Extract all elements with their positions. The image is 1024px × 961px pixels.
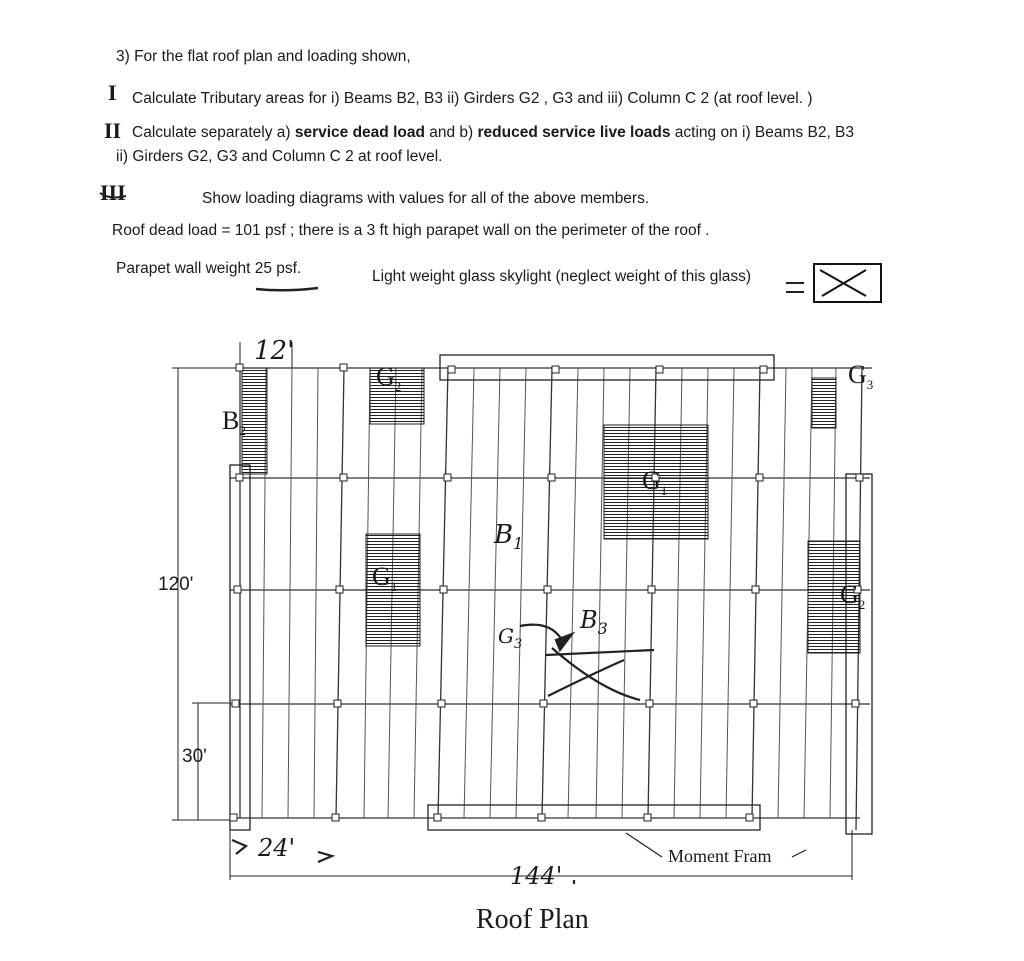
label-g2-top: $G_2$: [376, 362, 402, 395]
dim-30ft: 30': [182, 746, 207, 767]
part2-roman-label: II: [104, 118, 122, 143]
part2-reduced-live-loads: reduced service live loads: [477, 124, 671, 141]
column-nodes: [230, 364, 866, 821]
skylight-text: Light weight glass skylight (neglect weight of this glass): [372, 268, 752, 285]
part2-pre: Calculate separately a): [132, 124, 295, 141]
label-g3-top: $G_3$: [848, 360, 874, 393]
label-g1-left: $G_1$: [372, 562, 398, 595]
moment-frame-label: Moment Fram: [668, 846, 772, 866]
dim-bay-24ft: 24': [258, 834, 296, 862]
label-b1: $B_1$: [494, 520, 524, 554]
part2-mid: and b): [424, 124, 478, 141]
problem-heading: 3) For the flat roof plan and loading shown,: [116, 48, 411, 65]
label-b2: $B_2$: [222, 406, 246, 439]
dim-bottom-144ft: 144': [510, 862, 563, 890]
part2-line2: ii) Girders G2, G3 and Column C 2 at roof level.: [116, 148, 443, 165]
part1-roman-label: I: [108, 80, 117, 105]
parapet-text: Parapet wall weight 25 psf.: [116, 260, 302, 277]
label-g2-right: $G_2$: [840, 580, 866, 613]
part1-text: Calculate Tributary areas for i) Beams B2, B3 ii) Girders G2 , G3 and iii) Column C 2 (at roof level. ): [132, 90, 813, 107]
hand-annotations: [232, 625, 654, 884]
part2-post: acting on i) Beams B2, B3: [670, 124, 855, 141]
dimension-lines: [172, 342, 852, 880]
hand-marks: [100, 193, 804, 292]
column-lines: [240, 368, 862, 830]
label-g1-right: $G_1$: [642, 466, 668, 499]
dim-left-120ft: 120': [158, 574, 194, 595]
skylight-legend-icon: [814, 264, 881, 302]
label-g3-mid: $G_3$: [498, 624, 523, 652]
dim-top-12ft: 12': [254, 336, 295, 366]
part3-text: Show loading diagrams with values for all of the above members.: [202, 190, 650, 207]
roof-plan-caption: Roof Plan: [476, 904, 589, 935]
dead-load-text: Roof dead load = 101 psf ; there is a 3 ft high parapet wall on the perimeter of the roof .: [112, 222, 710, 239]
part3-roman-label: III: [100, 180, 126, 205]
part2-service-dead-load: service dead load: [294, 124, 425, 141]
label-b3: $B_3$: [580, 606, 608, 638]
